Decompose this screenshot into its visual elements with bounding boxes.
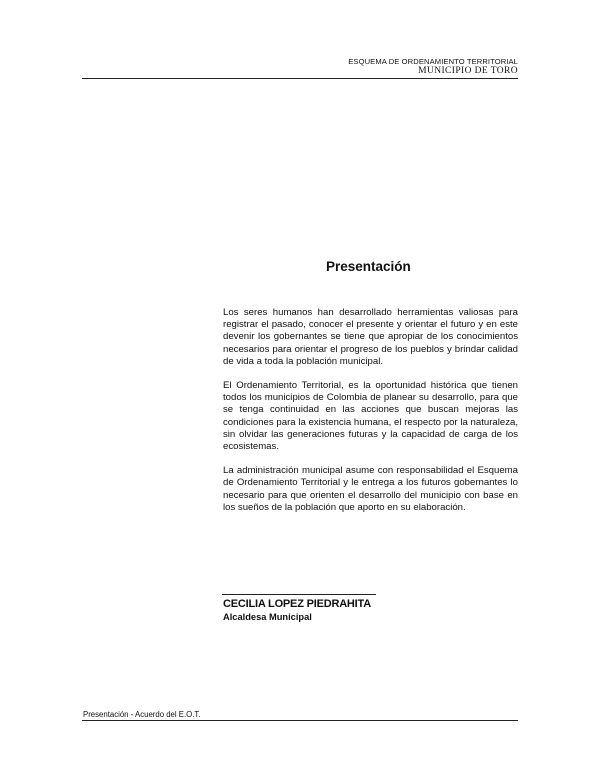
paragraph-2: El Ordenamiento Territorial, es la oportunidad histórica que tienen todos los municipios de Colombia de planear su desarrollo, para que se tenga continuidad en las acciones que buscan mejoras las condiciones para la existencia humana, el respecto por la naturaleza, sin olvidar las generaciones futuras y la capacidad de carga de los ecosistemas. — [223, 380, 518, 453]
header-document-title: ESQUEMA DE ORDENAMIENTO TERRITORIAL — [348, 57, 518, 66]
page-title: Presentación — [326, 259, 411, 274]
signatory-name: CECILIA LOPEZ PIEDRAHITA — [223, 598, 371, 610]
presentation-body — [223, 307, 518, 526]
paragraph-3: La administración municipal asume con responsabilidad el Esquema de Ordenamiento Territorial y le entrega a los futuros gobernantes lo necesario para que orienten el desarrollo del municipio con base en los sueños de la población que aporto en su elaboración. — [223, 465, 518, 513]
signature-line — [222, 594, 376, 595]
header-divider — [82, 78, 518, 79]
signatory-role: Alcaldesa Municipal — [223, 612, 312, 622]
footer-divider — [82, 720, 518, 721]
footer-text: Presentación - Acuerdo del E.O.T. — [83, 710, 201, 719]
paragraph-1: Los seres humanos han desarrollado herramientas valiosas para registrar el pasado, conocer el presente y orientar el futuro y en este devenir los gobernantes se tiene que apropiar de los conocimientos necesarios para orientar el progreso de los pueblos y brindar calidad de vida a toda la población municipal. — [223, 307, 518, 367]
header-municipality: MUNICIPIO DE TORO — [418, 66, 518, 76]
